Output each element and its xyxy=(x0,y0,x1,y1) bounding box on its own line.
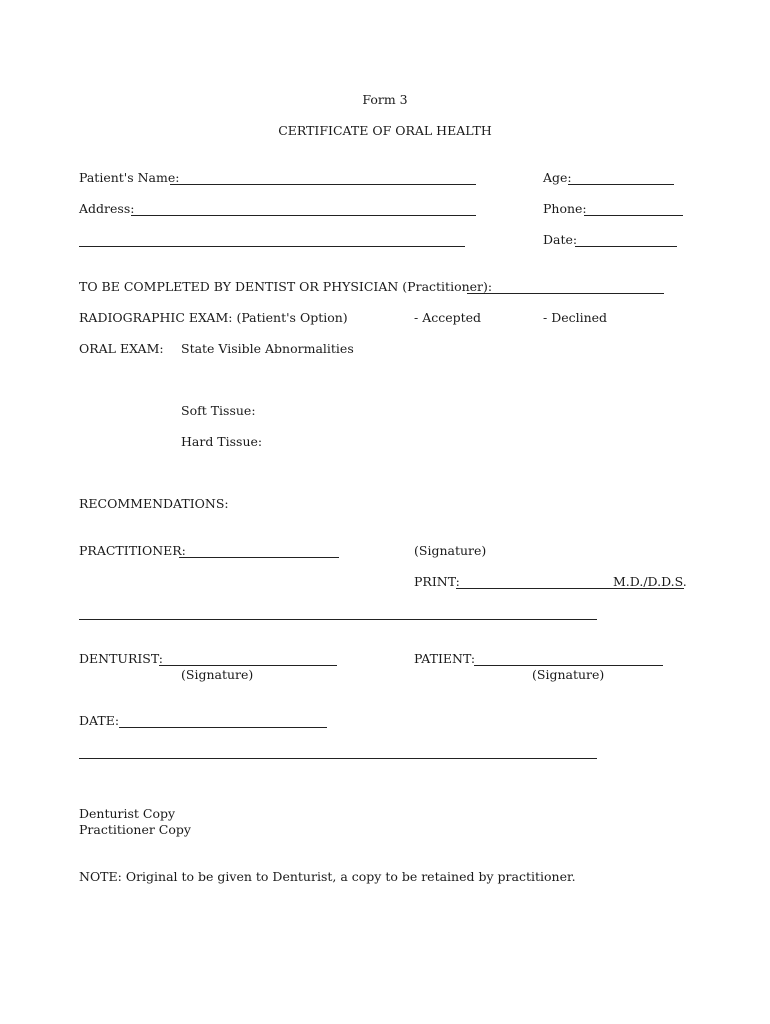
patient-name-label: Patient's Name: xyxy=(79,170,180,185)
age-field[interactable] xyxy=(568,184,674,185)
form-title: CERTIFICATE OF ORAL HEALTH xyxy=(278,123,492,138)
practitioner-label: PRACTITIONER: xyxy=(79,543,186,558)
practitioner-signature-caption: (Signature) xyxy=(414,543,487,558)
patient-signature-field[interactable] xyxy=(474,665,663,666)
abnormalities-label: State Visible Abnormalities xyxy=(181,341,354,356)
denturist-label: DENTURIST: xyxy=(79,651,163,666)
signature-date-label: DATE: xyxy=(79,713,120,728)
recommendations-label: RECOMMENDATIONS: xyxy=(79,496,229,511)
form-number: Form 3 xyxy=(362,92,408,107)
section-divider xyxy=(79,758,597,759)
denturist-signature-caption: (Signature) xyxy=(181,667,254,682)
signature-date-field[interactable] xyxy=(119,727,327,728)
age-label: Age: xyxy=(543,170,572,185)
patient-name-field[interactable] xyxy=(170,184,476,185)
address-field[interactable] xyxy=(131,215,476,216)
practitioner-name-field[interactable] xyxy=(467,293,664,294)
address-label: Address: xyxy=(79,201,135,216)
completed-by-label: TO BE COMPLETED BY DENTIST OR PHYSICIAN (Practitioner): xyxy=(79,279,493,294)
section-divider xyxy=(79,619,597,620)
note-text: NOTE: Original to be given to Denturist, a copy to be retained by practitioner. xyxy=(79,869,576,884)
declined-option[interactable]: - Declined xyxy=(543,310,608,325)
denturist-signature-field[interactable] xyxy=(159,665,337,666)
practitioner-copy-label: Practitioner Copy xyxy=(79,822,191,837)
hard-tissue-label: Hard Tissue: xyxy=(181,434,263,449)
soft-tissue-label: Soft Tissue: xyxy=(181,403,256,418)
patient-signature-caption: (Signature) xyxy=(532,667,605,682)
phone-label: Phone: xyxy=(543,201,587,216)
oral-exam-label: ORAL EXAM: xyxy=(79,341,164,356)
print-label: PRINT: xyxy=(414,574,460,589)
date-label: Date: xyxy=(543,232,578,247)
phone-field[interactable] xyxy=(584,215,683,216)
patient-label: PATIENT: xyxy=(414,651,476,666)
practitioner-signature-field[interactable] xyxy=(179,557,339,558)
denturist-copy-label: Denturist Copy xyxy=(79,806,176,821)
date-field[interactable] xyxy=(575,246,677,247)
accepted-option[interactable]: - Accepted xyxy=(414,310,482,325)
credentials-label: M.D./D.D.S. xyxy=(613,574,687,589)
address-line-2-field[interactable] xyxy=(79,246,465,247)
radiographic-exam-label: RADIOGRAPHIC EXAM: (Patient's Option) xyxy=(79,310,348,325)
